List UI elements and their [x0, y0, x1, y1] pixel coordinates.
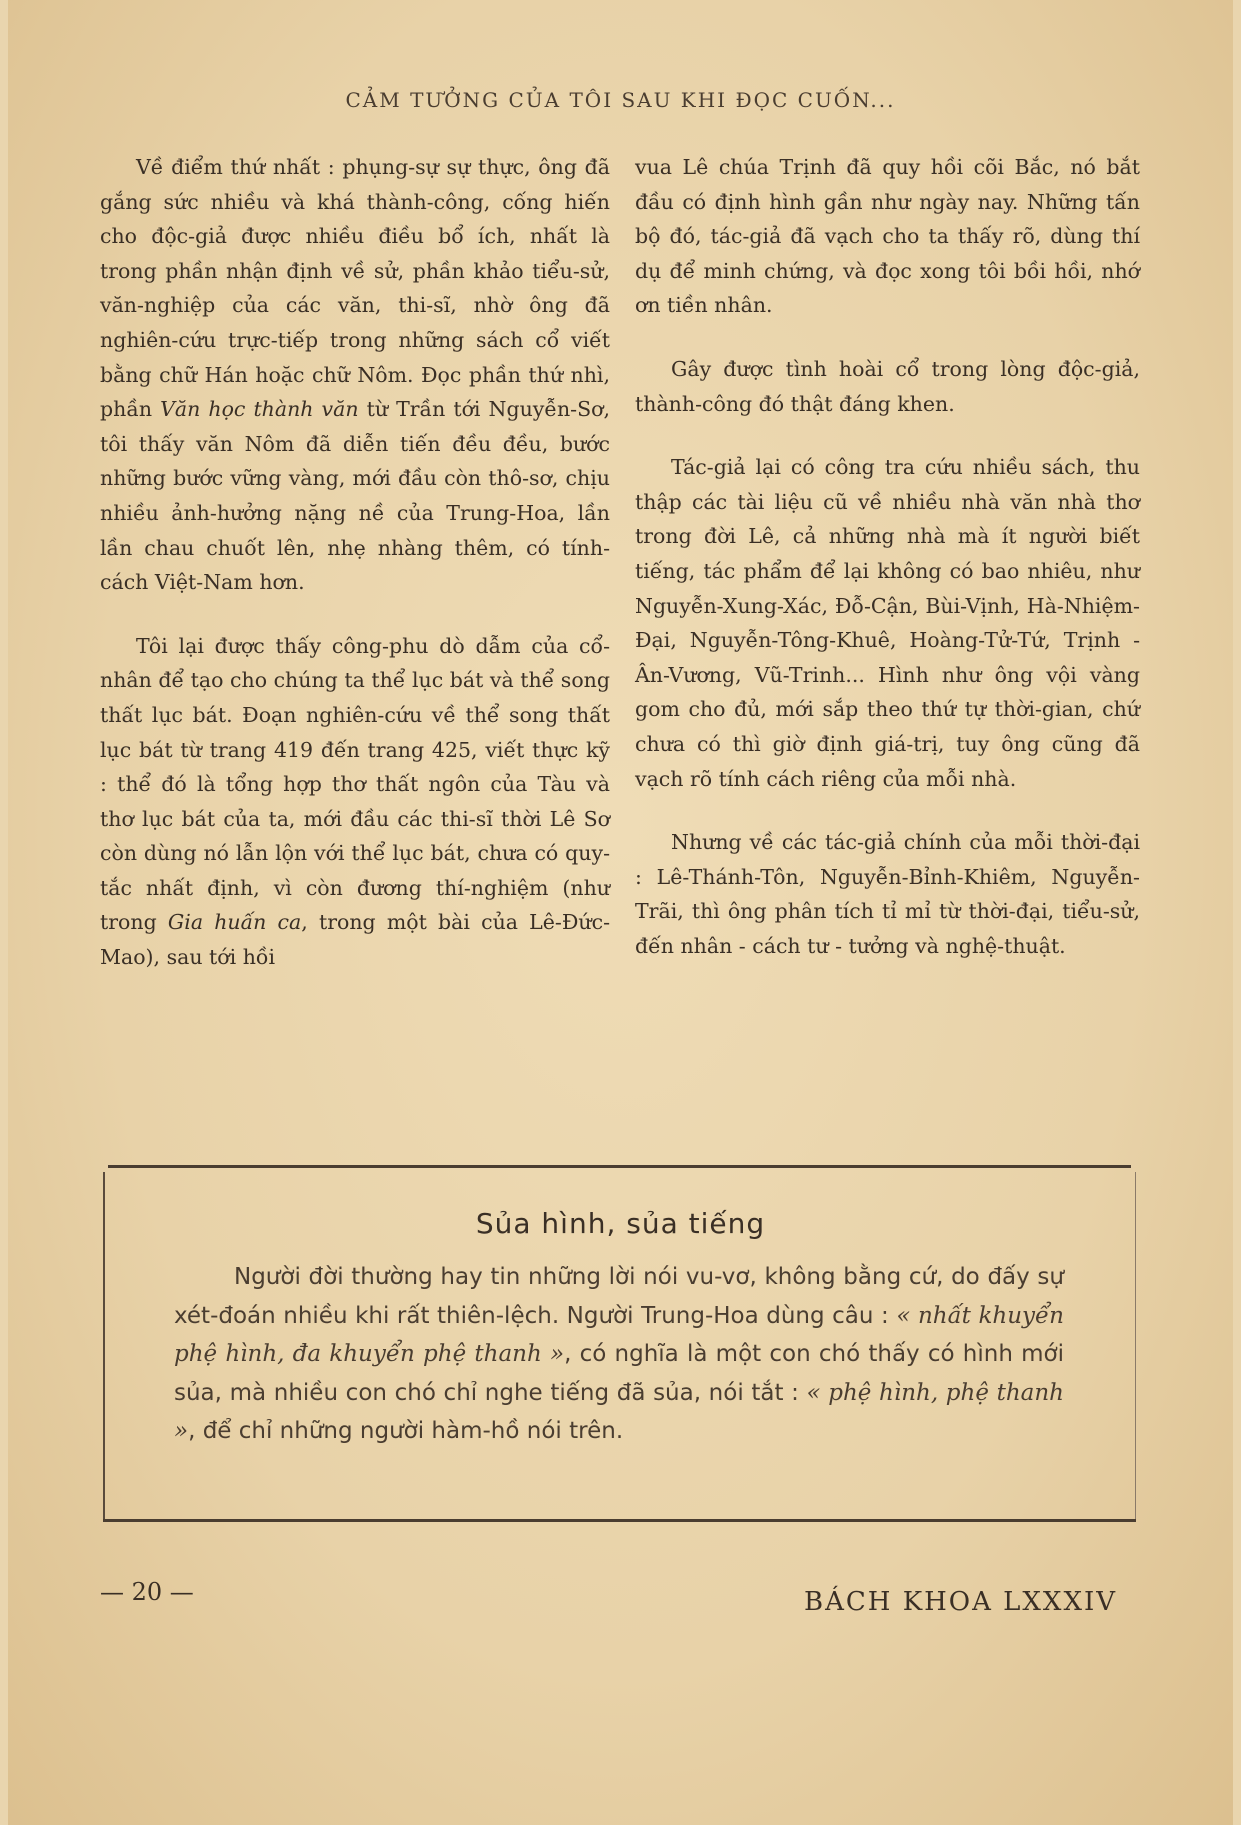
paragraph	[100, 629, 610, 975]
journal-name: BÁCH KHOA LXXXIV	[803, 1587, 1117, 1617]
text-run: Về điểm thứ nhất : phụng-sự sự thực, ông đã gắng sức nhiều và khá thành-công, cống hiến cho độc-giả được nhiều điều bổ ích, nhất là trong phần nhận định về sử, phần khảo tiểu-sử, văn-nghiệp của các văn, thi-sĩ, nhờ ông đã nghiên-cứu trực-tiếp trong những sách cổ viết bằng chữ Hán hoặc chữ Nôm. Đọc phần thứ nhì, phần	[100, 155, 610, 422]
box-title: Sủa hình, sủa tiếng	[475, 1207, 766, 1240]
paragraph: vua Lê chúa Trịnh đã quy hồi cõi Bắc, nó bắt đầu có định hình gần như ngày nay. Những tấn bộ đó, tác-giả đã vạch cho ta thấy rõ, dùng thí dụ để minh chứng, và đọc xong tôi bồi hồi, nhớ ơn tiền nhân.	[635, 155, 1140, 318]
text-run: , trong một bài của Lê-Đức-Mao), sau tới hồi	[100, 910, 610, 970]
box-bottom-rule	[103, 1519, 1136, 1522]
text-run: Tôi lại được thấy công-phu dò dẫm của cổ-nhân để tạo cho chúng ta thể lục bát và thể song thất lục bát. Đoạn nghiên-cứu về thể song thất lục bát từ trang 419 đến trang 425, viết thực kỹ : thể đó là tổng hợp thơ thất ngôn của Tàu và thơ lục bát của ta, mới đầu các thi-sĩ thời Lê Sơ còn dùng nó lẫn lộn với thể lục bát, chưa có quy-tắc nhất định, vì còn đương thí-nghiệm (như trong	[100, 633, 610, 935]
paragraph: Nhưng về các tác-giả chính của mỗi thời-đại : Lê-Thánh-Tôn, Nguyễn-Bỉnh-Khiêm, Nguyễn-Trãi, thì ông phân tích tỉ mỉ từ thời-đại, tiểu-sử, đến nhân - cách tư - tưởng và nghệ-thuật.	[635, 830, 1140, 958]
running-header: CẢM TƯỞNG CỦA TÔI SAU KHI ĐỌC CUỐN...	[345, 88, 896, 112]
paragraph: Gây được tình hoài cổ trong lòng độc-giả, thành-công đó thật đáng khen.	[635, 356, 1140, 416]
paragraph	[100, 150, 610, 600]
book-title: Văn học thành văn	[160, 397, 359, 422]
text-run: Người đời thường hay tin những lời nói vu-vơ, không bằng cứ, do đấy sự xét-đoán nhiều khi rất thiên-lệch. Người Trung-Hoa dùng câu :	[174, 1264, 1064, 1329]
box-top-rule	[108, 1165, 1131, 1168]
text-run: , có nghĩa là một con chó thấy có hình mới sủa, mà nhiều con chó chỉ nghe tiếng đã sủa, nói tắt :	[174, 1341, 1064, 1406]
quote: « phệ hình, phệ thanh »	[174, 1379, 1064, 1444]
text-run: từ Trần tới Nguyễn-Sơ, tôi thấy văn Nôm đã diễn tiến đều đều, bước những bước vững vàng, mới đầu còn thô-sơ, chịu nhiều ảnh-hưởng nặng nề của Trung-Hoa, lần lần chau chuốt lên, nhẹ nhàng thêm, có tính-cách Việt-Nam hơn.	[100, 397, 610, 595]
paragraph: Tác-giả lại có công tra cứu nhiều sách, thu thập các tài liệu cũ về nhiều nhà văn nhà thơ trong đời Lê, cả những nhà mà ít người biết tiếng, tác phẩm để lại không có bao nhiêu, như Nguyễn-Xung-Xác, Đỗ-Cận, Bùi-Vịnh, Hà-Nhiệm-Đại, Nguyễn-Tông-Khuê, Hoàng-Tử-Tứ, Trịnh - Ân-Vương, Vũ-Trinh... Hình như ông vội vàng gom cho đủ, mới sắp theo thứ tự thời-gian, chứ chưa có thì giờ định giá-trị, tuy ông cũng đã vạch rõ tính cách riêng của mỗi nhà.	[635, 455, 1140, 791]
page	[8, 0, 1233, 1825]
page-number: — 20 —	[100, 1578, 194, 1606]
quote: « nhất khuyển phệ hình, đa khuyển phệ thanh »	[174, 1302, 1064, 1367]
paragraph	[174, 1258, 1064, 1451]
book-title: Gia huấn ca	[167, 910, 302, 935]
right-column	[635, 150, 1140, 963]
text-run: , để chỉ những người hàm-hồ nói trên.	[188, 1418, 624, 1444]
box-body	[174, 1258, 1064, 1451]
left-column	[100, 150, 610, 975]
